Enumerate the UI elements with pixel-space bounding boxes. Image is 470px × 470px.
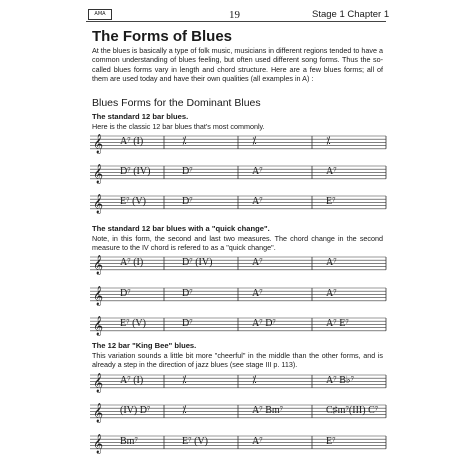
chord-symbol: A⁷ <box>252 196 263 207</box>
chord-symbol: A⁷ <box>326 166 337 177</box>
chord-symbol: E⁷ <box>326 196 336 207</box>
subsection-title: The standard 12 bar blues with a "quick change". <box>92 224 270 233</box>
chord-symbol: D⁷ (IV) <box>182 257 213 268</box>
music-staff <box>90 403 386 423</box>
chord-symbol: A⁷ E⁷ <box>326 318 349 329</box>
music-staff <box>90 316 386 336</box>
repeat-bar-symbol: ⁒ <box>182 375 187 386</box>
repeat-bar-symbol: ⁒ <box>182 136 187 147</box>
chord-symbol: E⁷ (V) <box>120 196 146 207</box>
music-staff <box>90 194 386 214</box>
treble-clef-icon: 𝄞 <box>93 134 104 154</box>
chord-symbol: D⁷ <box>182 166 193 177</box>
chord-symbol: A⁷ (I) <box>120 375 144 386</box>
subsection-title: The 12 bar "King Bee" blues. <box>92 341 197 350</box>
music-staff <box>90 286 386 306</box>
page-title: The Forms of Blues <box>92 28 233 45</box>
intro-paragraph: At the blues is basically a type of folk music, musicians in different regions tended to have a common understanding of blues feeling, but often used different song forms. Thus the so-called blues forms vary in length and chord structure. Here are a few blues forms; all of them are used today and have their own qualities (all examples in A) : <box>92 46 383 84</box>
treble-clef-icon: 𝄞 <box>93 373 104 393</box>
treble-clef-icon: 𝄞 <box>93 164 104 184</box>
header-rule <box>86 21 386 22</box>
chord-symbol: D⁷ (IV) <box>120 166 151 177</box>
subsection-description: Note, in this form, the second and last two measures. The chord change in the second measure to the IV chord is refered to as a "quick change". <box>92 234 383 252</box>
page-number: 19 <box>229 9 240 21</box>
chord-symbol: A⁷ <box>326 257 337 268</box>
subsection-title: The standard 12 bar blues. <box>92 112 189 121</box>
treble-clef-icon: 𝄞 <box>93 434 104 454</box>
publisher-logo: AMA <box>88 9 112 20</box>
subsection-description: This variation sounds a little bit more "cheerful" in the middle than the other forms, and is already a step in the direction of jazz blues (see stage III p. 113). <box>92 351 383 369</box>
chord-symbol: (IV) D⁷ <box>120 405 151 416</box>
chord-symbol: E⁷ <box>326 436 336 447</box>
chord-symbol: D⁷ <box>120 288 131 299</box>
chord-symbol: A⁷ <box>252 257 263 268</box>
music-staff <box>90 164 386 184</box>
chord-symbol: Bm⁷ <box>120 436 138 447</box>
chord-symbol: D⁷ <box>182 288 193 299</box>
chord-symbol: A⁷ <box>326 288 337 299</box>
staff-lines <box>90 286 386 306</box>
treble-clef-icon: 𝄞 <box>93 316 104 336</box>
music-staff <box>90 434 386 454</box>
treble-clef-icon: 𝄞 <box>93 194 104 214</box>
chord-symbol: A⁷ Bm⁷ <box>252 405 284 416</box>
treble-clef-icon: 𝄞 <box>93 255 104 275</box>
chord-symbol: A⁷ <box>252 288 263 299</box>
music-staff <box>90 255 386 275</box>
treble-clef-icon: 𝄞 <box>93 403 104 423</box>
chord-symbol: C♯m⁷(III) C⁷ <box>326 405 379 416</box>
chord-symbol: A⁷ <box>252 436 263 447</box>
chord-symbol: A⁷ (I) <box>120 257 144 268</box>
repeat-bar-symbol: ⁒ <box>252 375 257 386</box>
chord-symbol: E⁷ (V) <box>182 436 208 447</box>
chord-symbol: A⁷ (I) <box>120 136 144 147</box>
chord-symbol: E⁷ (V) <box>120 318 146 329</box>
running-head: Stage 1 Chapter 1 <box>312 9 390 20</box>
music-staff <box>90 134 386 154</box>
repeat-bar-symbol: ⁒ <box>326 136 331 147</box>
chord-symbol: A⁷ D⁷ <box>252 318 276 329</box>
subsection-description: Here is the classic 12 bar blues that's most commonly. <box>92 122 265 131</box>
chord-symbol: A⁷ B♭⁷ <box>326 375 355 386</box>
treble-clef-icon: 𝄞 <box>93 286 104 306</box>
repeat-bar-symbol: ⁒ <box>252 136 257 147</box>
music-staff <box>90 373 386 393</box>
chord-symbol: D⁷ <box>182 196 193 207</box>
section-heading: Blues Forms for the Dominant Blues <box>92 97 261 109</box>
chord-symbol: A⁷ <box>252 166 263 177</box>
chord-symbol: D⁷ <box>182 318 193 329</box>
repeat-bar-symbol: ⁒ <box>182 405 187 416</box>
